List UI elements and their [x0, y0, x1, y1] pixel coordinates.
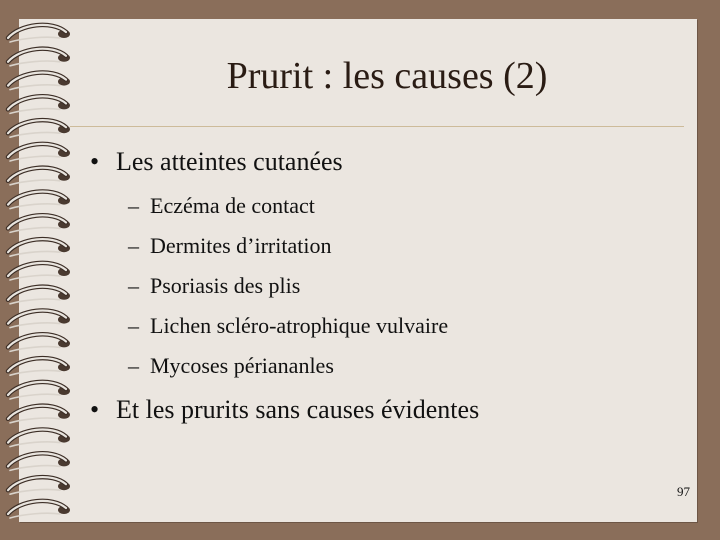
dash-glyph: –: [128, 193, 139, 218]
slide-title: Prurit : les causes (2): [226, 55, 548, 97]
sub-bullet-item-3: [128, 272, 300, 300]
binding-ring: [8, 215, 70, 232]
binding-ring: [8, 239, 70, 256]
dash-glyph: –: [128, 353, 139, 378]
sub-bullet-text: Dermites d’irritation: [150, 233, 332, 258]
title-divider: [70, 126, 684, 127]
binding-ring: [8, 477, 70, 494]
binding-ring: [8, 263, 70, 280]
dash-glyph: –: [128, 313, 139, 338]
bullet-glyph: •: [90, 395, 100, 424]
binding-ring: [8, 96, 70, 113]
binding-ring: [8, 25, 70, 42]
bullet-item-2: [90, 394, 479, 426]
sub-bullet-item-4: [128, 312, 448, 340]
binding-ring: [8, 406, 70, 423]
sub-bullet-text: Psoriasis des plis: [150, 273, 301, 298]
binding-ring: [8, 49, 70, 66]
bullet-item-1: [90, 146, 343, 178]
binding-ring: [8, 310, 70, 327]
sub-bullet-item-5: [128, 352, 334, 380]
binding-ring: [8, 334, 70, 351]
dash-glyph: –: [128, 273, 139, 298]
dash-glyph: –: [128, 233, 139, 258]
page-number: 97: [677, 484, 690, 499]
binding-ring: [8, 168, 70, 185]
sub-bullet-item-1: [128, 192, 315, 220]
bullet-glyph: •: [90, 147, 100, 176]
binding-ring: [8, 501, 70, 518]
binding-ring: [8, 120, 70, 137]
sub-bullet-item-2: [128, 232, 331, 260]
binding-ring: [8, 358, 70, 375]
spiral-binding-icon: [0, 0, 90, 540]
binding-ring: [8, 287, 70, 304]
sub-bullet-text: Eczéma de contact: [150, 193, 315, 218]
binding-ring: [8, 144, 70, 161]
binding-ring: [8, 382, 70, 399]
bullet-text: Les atteintes cutanées: [116, 147, 343, 176]
sub-bullet-text: Mycoses périananles: [150, 353, 334, 378]
bullet-text: Et les prurits sans causes évidentes: [116, 395, 480, 424]
binding-ring: [8, 191, 70, 208]
sub-bullet-text: Lichen scléro-atrophique vulvaire: [150, 313, 449, 338]
binding-ring: [8, 453, 70, 470]
binding-ring: [8, 72, 70, 89]
binding-ring: [8, 429, 70, 446]
